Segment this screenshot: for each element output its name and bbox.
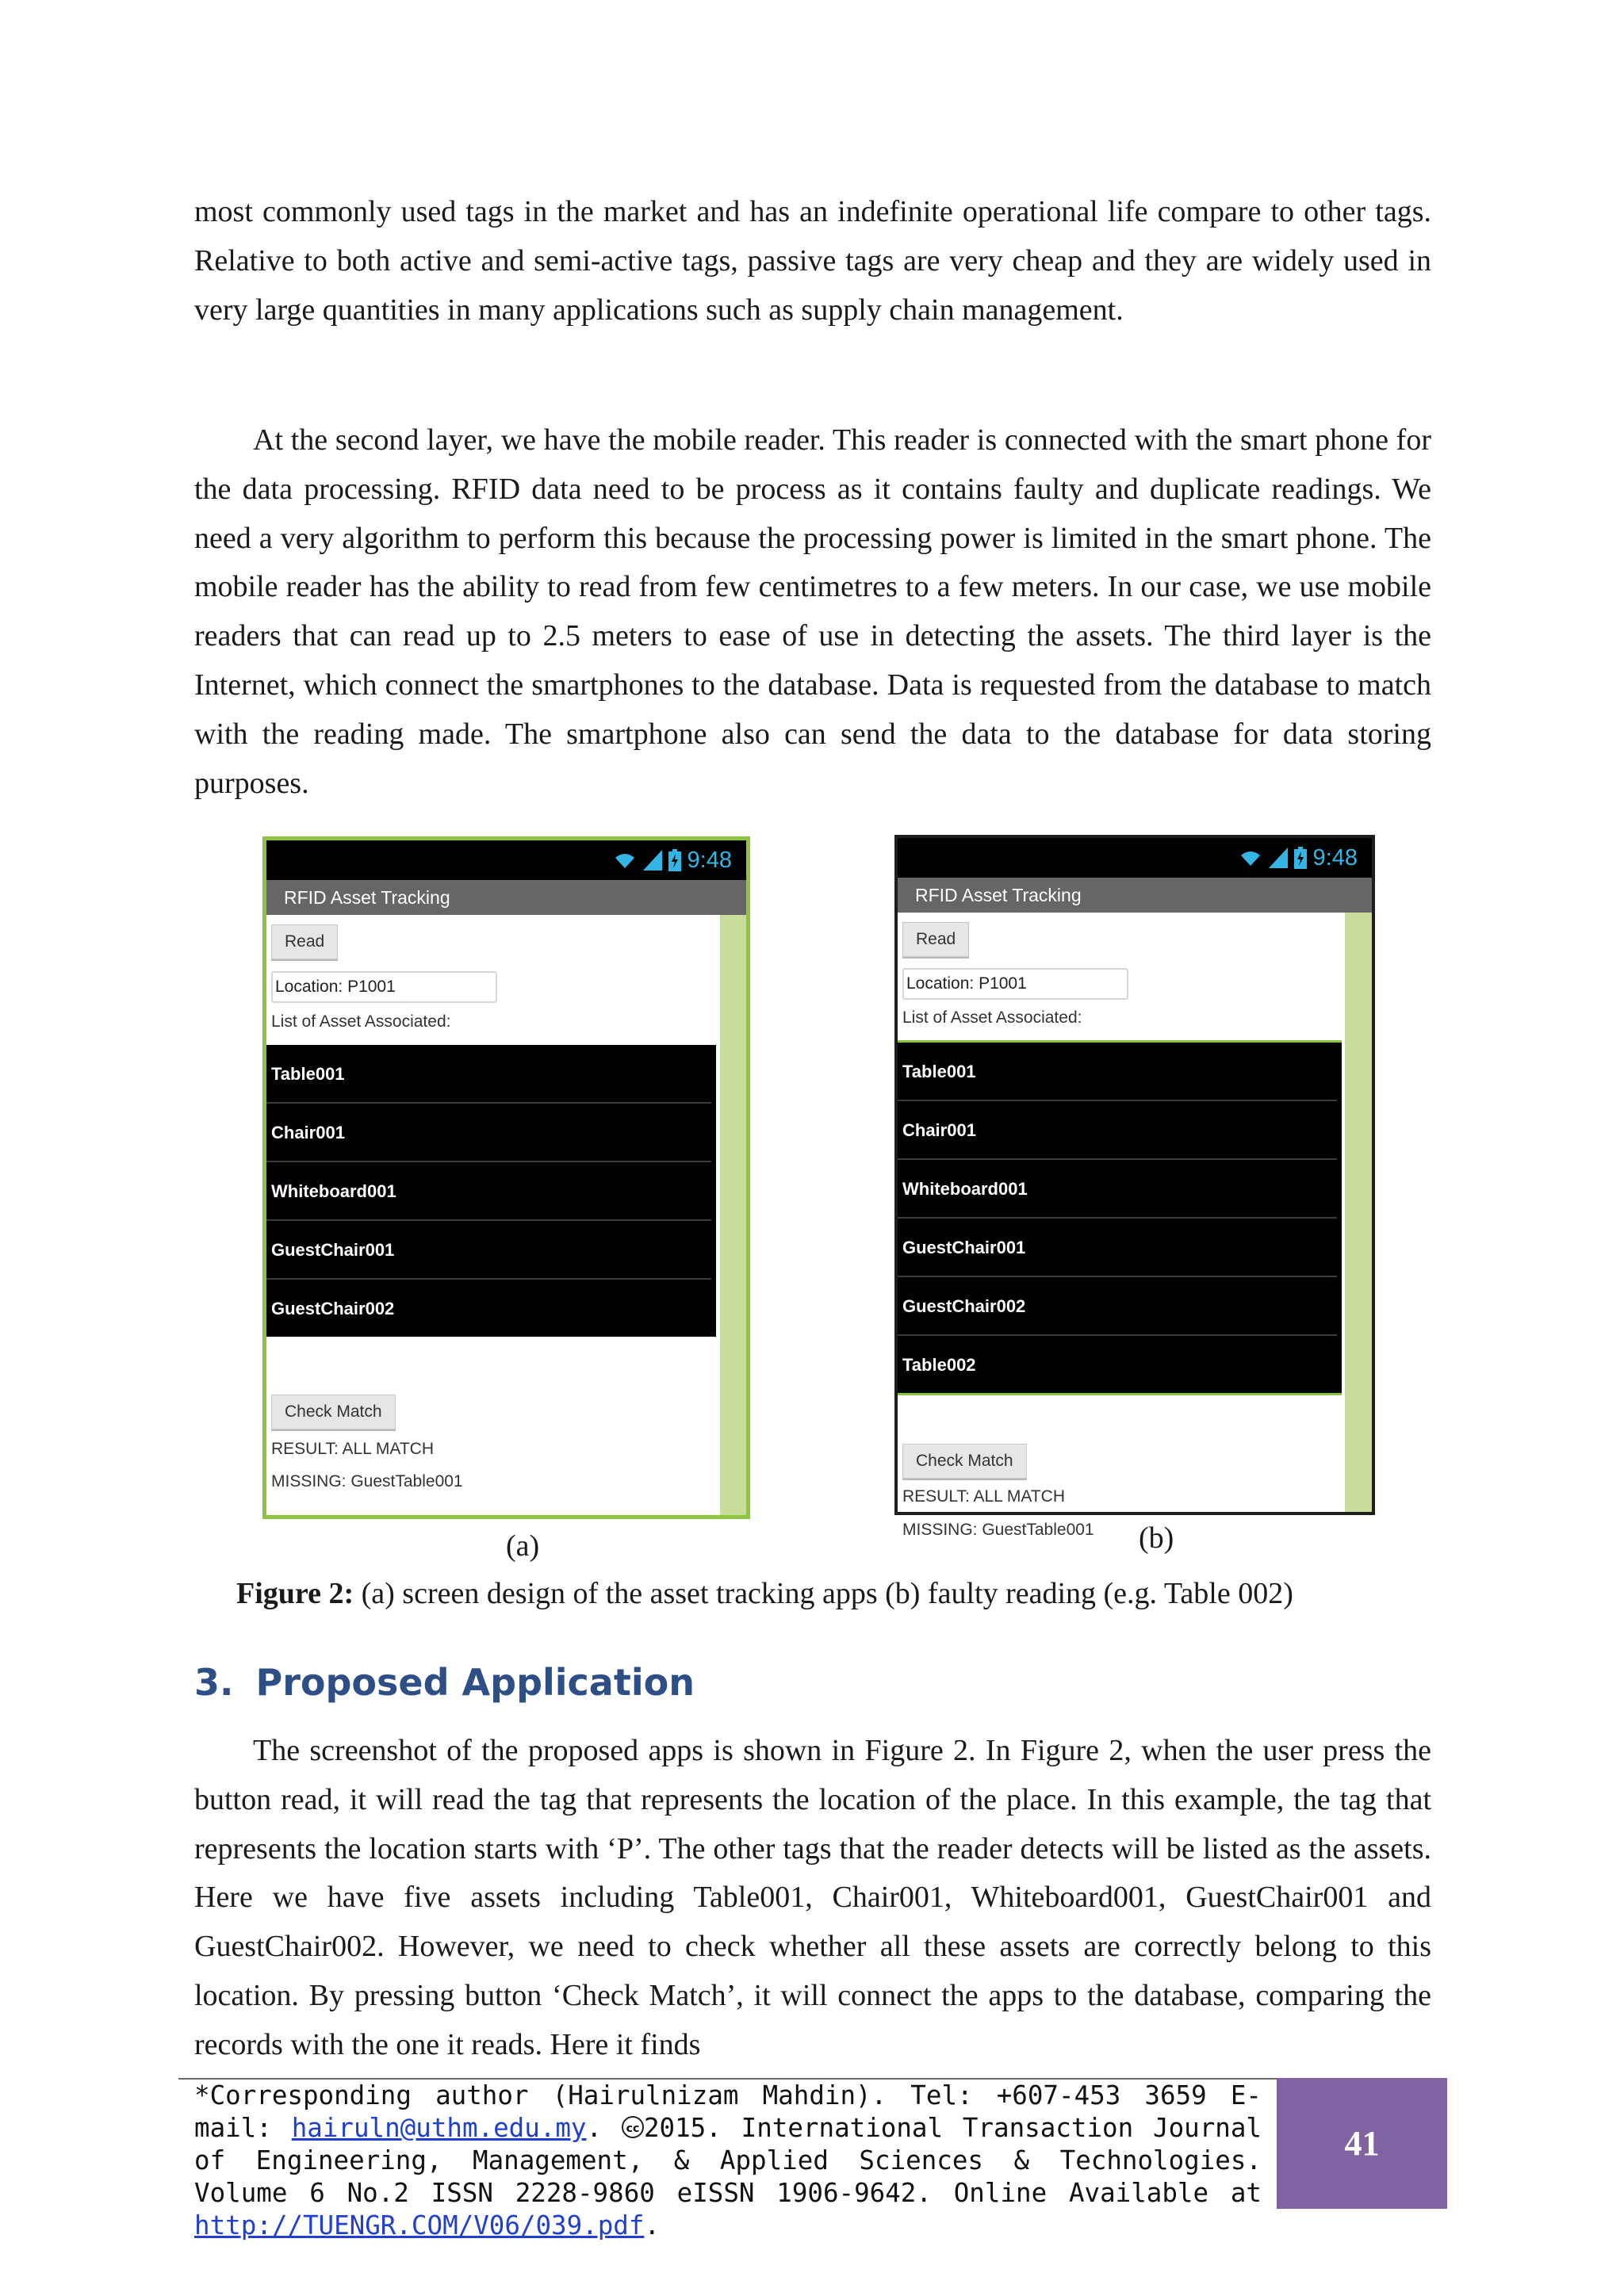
section-heading xyxy=(194,1661,695,1704)
list-item[interactable]: Chair001 xyxy=(898,1101,1337,1160)
check-match-button[interactable]: Check Match xyxy=(902,1444,1027,1479)
list-item[interactable]: Table001 xyxy=(266,1045,711,1104)
clock-time: 9:48 xyxy=(687,847,732,873)
list-item[interactable]: GuestChair002 xyxy=(898,1277,1337,1336)
list-item[interactable]: GuestChair001 xyxy=(266,1221,711,1280)
clock-time: 9:48 xyxy=(1312,844,1358,871)
wifi-icon xyxy=(613,851,637,870)
status-bar xyxy=(898,838,1372,878)
signal-icon xyxy=(643,850,662,871)
battery-icon xyxy=(1294,847,1307,869)
wifi-icon xyxy=(1239,848,1262,867)
figure-caption-label: Figure 2: xyxy=(236,1577,354,1610)
list-item[interactable]: Whiteboard001 xyxy=(266,1162,711,1221)
asset-list-label: List of Asset Associated: xyxy=(902,1008,1082,1027)
asset-list xyxy=(266,1045,716,1337)
figure-caption xyxy=(236,1576,1293,1611)
body-paragraph-2: At the second layer, we have the mobile reader. This reader is connected with the smart phone for the data processing. RFID data need to be process as it contains faulty and duplicate readings. We need a very algorithm to perform this because the processing power is limited in the smart phone. The mobile reader has the ability to read from few centimetres to a few meters. In our case, we use mobile readers that can read up to 2.5 meters to ease of use in detecting the assets. The third layer is the Internet, which connect the smartphones to the database. Data is requested from the database to match with the reading made. The smartphone also can send the data to the database for data storing purposes. xyxy=(194,423,1431,800)
result-text: RESULT: ALL MATCH xyxy=(902,1487,1065,1506)
location-field[interactable]: Location: P1001 xyxy=(271,971,497,1003)
creative-commons-icon: cc xyxy=(622,2116,644,2138)
app-content xyxy=(266,915,716,1515)
signal-icon xyxy=(1269,848,1288,868)
list-item[interactable]: GuestChair001 xyxy=(898,1219,1337,1277)
status-bar xyxy=(266,840,746,880)
missing-text: MISSING: GuestTable001 xyxy=(902,1521,1094,1539)
scrollbar[interactable] xyxy=(1345,913,1372,1512)
list-item[interactable]: GuestChair002 xyxy=(271,1299,395,1318)
page-number: 41 xyxy=(1277,2078,1447,2209)
footnote-end: . xyxy=(644,2210,661,2241)
asset-list xyxy=(898,1040,1342,1395)
phone-screenshot-a xyxy=(262,836,750,1519)
check-match-button[interactable]: Check Match xyxy=(271,1395,396,1429)
figure-label-b: (b) xyxy=(1139,1521,1174,1555)
footnote-author: *Corresponding author (Hairulnizam Mahdin). Tel: +607-453 3659 E-mail: xyxy=(194,2080,1262,2143)
app-title-bar: RFID Asset Tracking xyxy=(266,880,746,915)
list-item[interactable]: Chair001 xyxy=(266,1104,711,1162)
section-title: Proposed Application xyxy=(255,1661,695,1704)
section-number: 3. xyxy=(194,1661,234,1704)
body-paragraph-1: most commonly used tags in the market and has an indefinite operational life compare to other tags. Relative to both active and semi-active tags, passive tags are very cheap and they are widely used in very large quantities in many applications such as supply chain management. xyxy=(194,195,1431,327)
footnote-separator: . xyxy=(586,2113,622,2143)
article-url-link[interactable]: http://TUENGR.COM/V06/039.pdf xyxy=(194,2210,645,2241)
read-button[interactable]: Read xyxy=(902,922,969,957)
figure-caption-text: (a) screen design of the asset tracking apps (b) faulty reading (e.g. Table 002) xyxy=(354,1577,1293,1610)
missing-text: MISSING: GuestTable001 xyxy=(271,1472,463,1490)
app-content xyxy=(898,913,1342,1539)
footnote-copyright: 2015. International Transaction Journal of Engineering, Management, & Applied Sciences & Technologies. Volume 6 No.2 ISSN 2228-9860 eISSN 1906-9642. Online Available at xyxy=(194,2113,1262,2208)
email-link[interactable]: hairuln@uthm.edu.my xyxy=(291,2113,587,2143)
asset-list-label: List of Asset Associated: xyxy=(271,1012,451,1031)
app-title-bar: RFID Asset Tracking xyxy=(898,878,1372,913)
battery-icon xyxy=(668,849,681,871)
list-item[interactable]: Table002 xyxy=(902,1355,976,1375)
list-item[interactable]: Table001 xyxy=(898,1043,1337,1101)
figure-label-a: (a) xyxy=(506,1529,540,1563)
location-field[interactable]: Location: P1001 xyxy=(902,968,1128,1000)
result-text: RESULT: ALL MATCH xyxy=(271,1440,434,1458)
body-paragraph-3: The screenshot of the proposed apps is shown in Figure 2. In Figure 2, when the user press the button read, it will read the tag that represents the location of the place. In this example, the tag that represents the location starts with ‘P’. The other tags that the reader detects will be listed as the assets. Here we have five assets including Table001, Chair001, Whiteboard001, GuestChair001 and GuestChair002. However, we need to check whether all these assets are correctly belong to this location. By pressing button ‘Check Match’, it will connect the apps to the database, comparing the records with the one it reads. Here it finds xyxy=(194,1734,1431,2061)
footnote xyxy=(194,2080,1262,2242)
read-button[interactable]: Read xyxy=(271,924,338,959)
phone-screenshot-b xyxy=(894,835,1375,1539)
scrollbar[interactable] xyxy=(720,915,746,1515)
list-item[interactable]: Whiteboard001 xyxy=(898,1160,1337,1219)
